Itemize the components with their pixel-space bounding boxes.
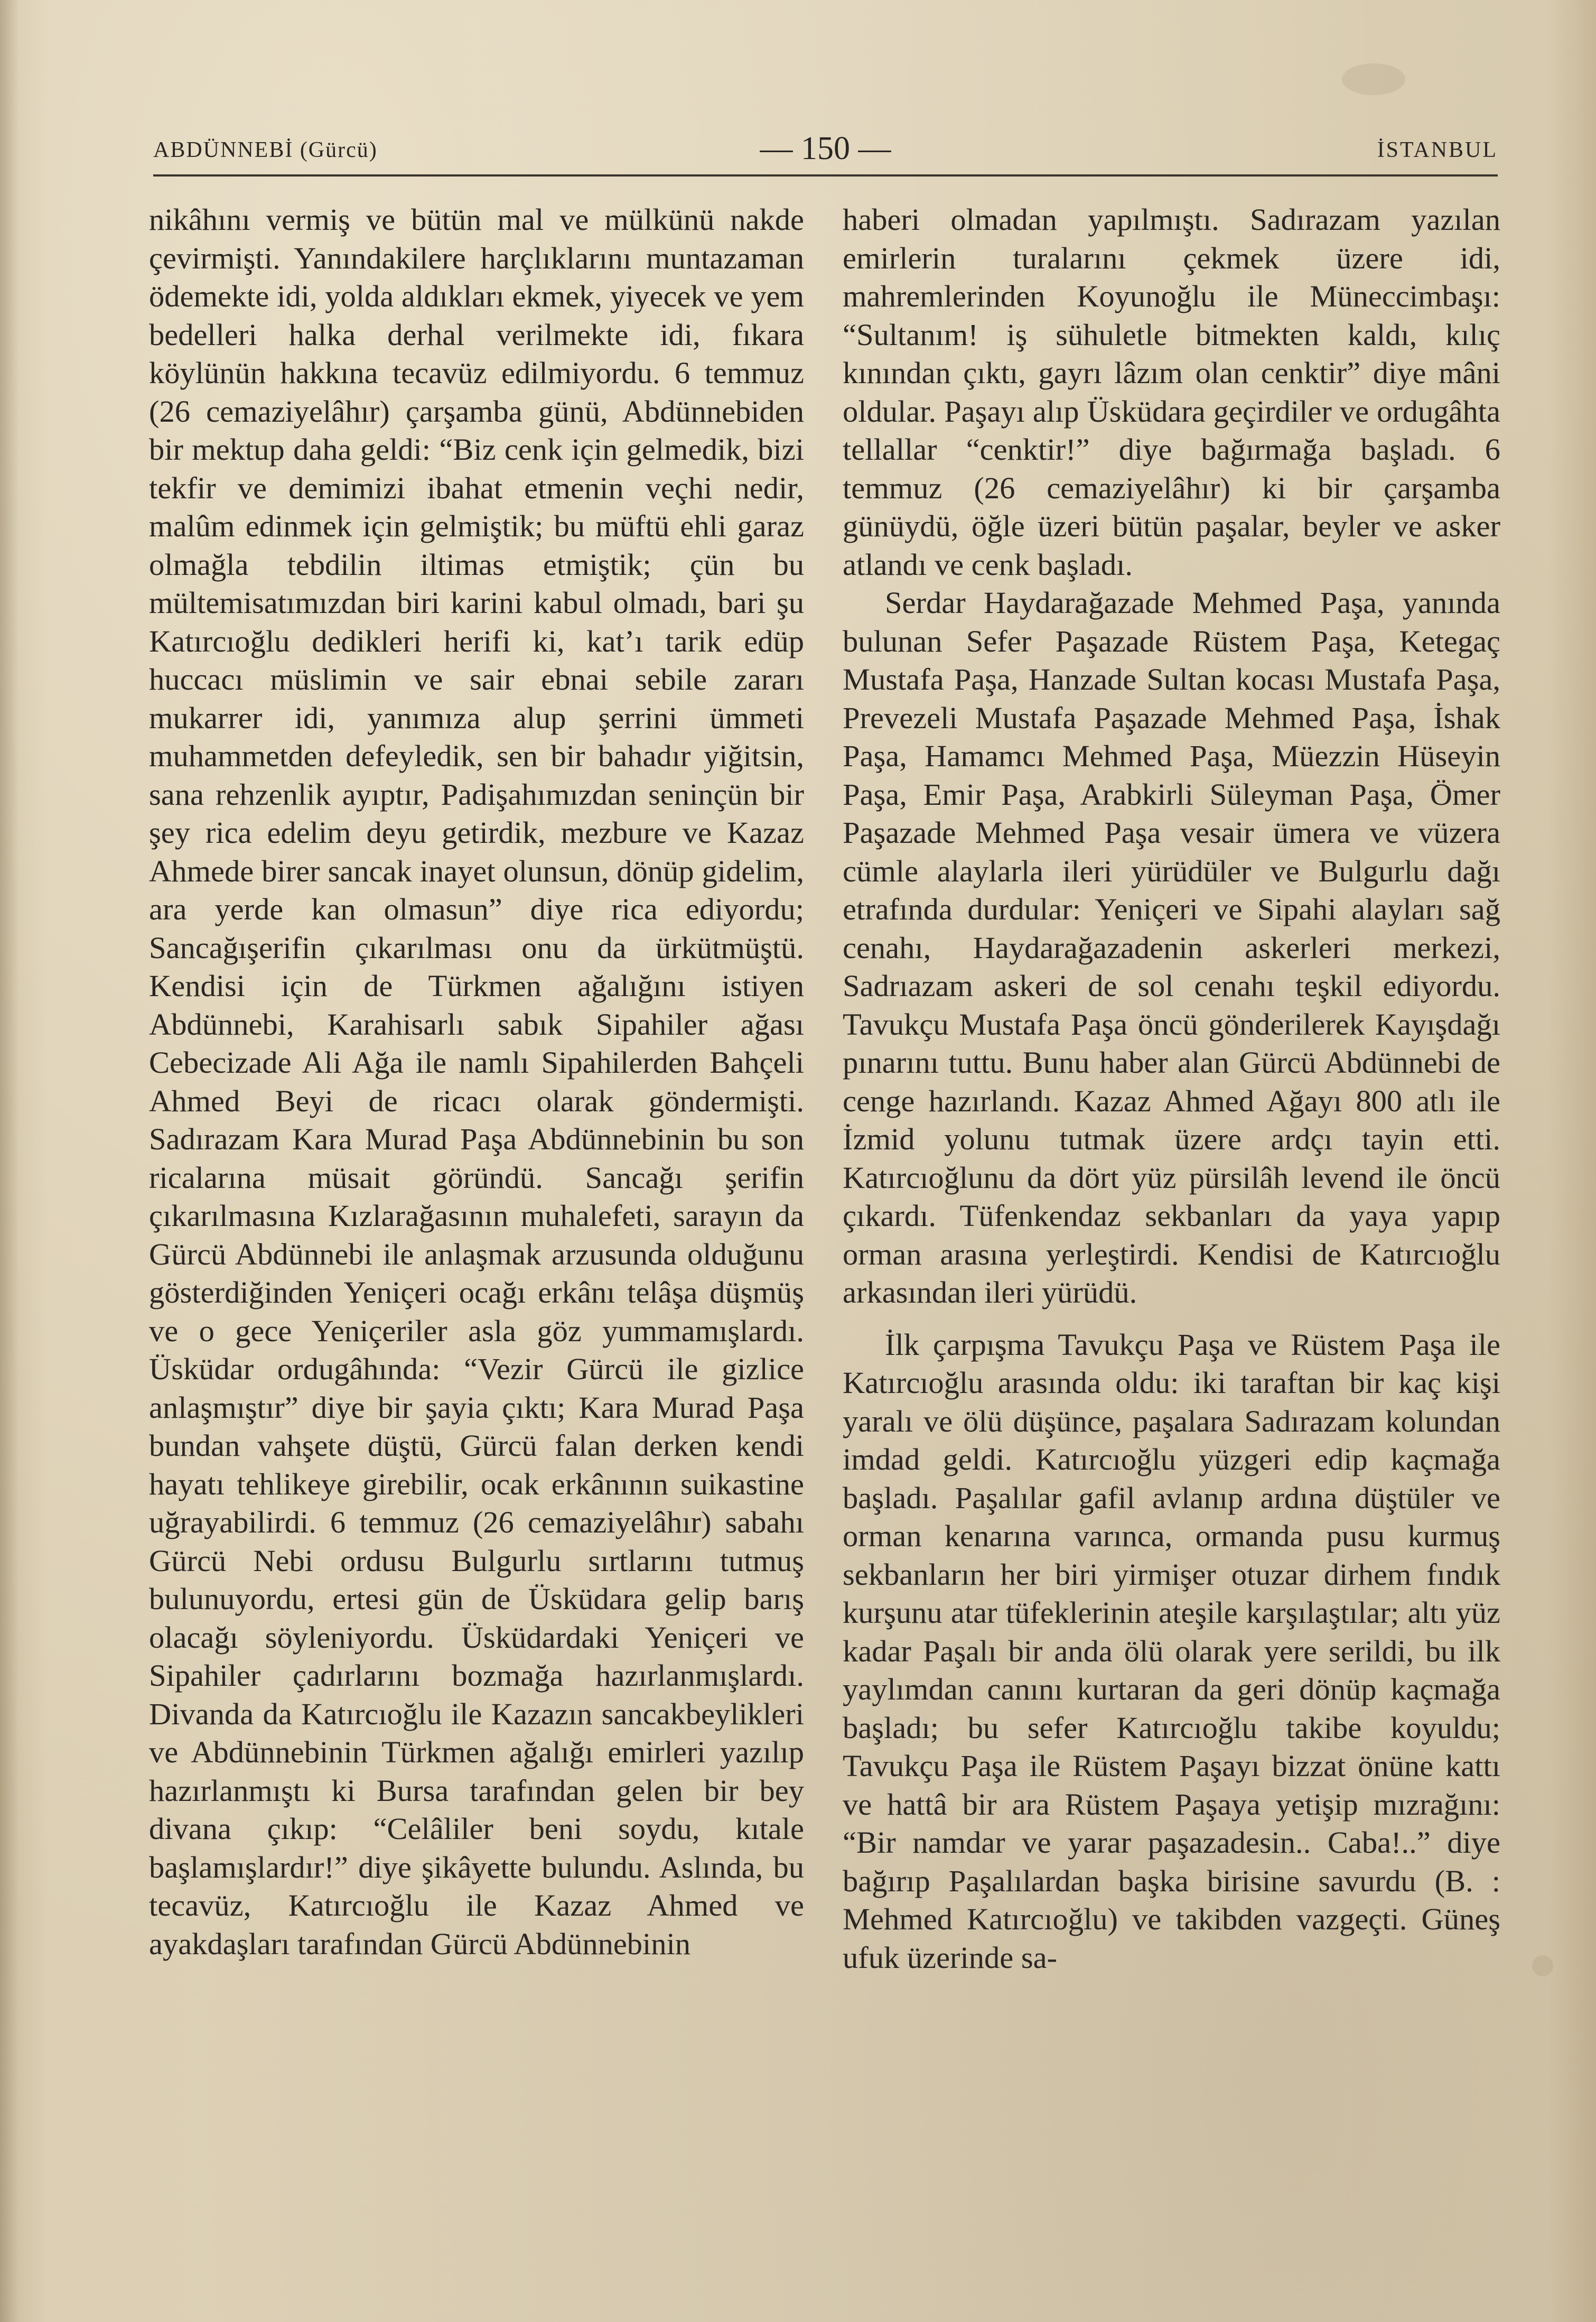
- paragraph: Serdar Haydarağazade Mehmed Paşa, yanında bulunan Sefer Paşazade Rüstem Paşa, Ketegaç Mustafa Paşa, Hanzade Sultan kocası Mustafa Paşa, Prevezeli Mustafa Paşazade Mehmed Paşa, İshak Paşa, Hamamcı Mehmed Paşa, Müezzin Hüseyin Paşa, Emir Paşa, Arabkirli Süleyman Paşa, Ömer Paşazade Mehmed Paşa vesair ümera ve vüzera cümle alaylarla ileri yürüdüler ve Bulgurlu dağı etrafında durdular: Yeniçeri ve Sipahi alayları sağ cenahı, Haydarağazadenin askerleri merkezi, Sadrıazam askeri de sol cenahı teşkil ediyordu. Tavukçu Mustafa Paşa öncü gönderilerek Kayışdağı pınarını tuttu. Bunu haber alan Gürcü Abdünnebi de cenge hazırlandı. Kazaz Ahmed Ağayı 800 atlı ile İzmid yolunu tutmak üzere ardçı tayin etti. Katırcıoğlunu da dört yüz pürsilâh levend ile öncü çıkardı. Tüfenkendaz sekbanları da yaya yapıp orman arasına yerleştirdi. Kendisi de Katırcıoğlu arkasından ileri yürüdü.: [843, 586, 1500, 1309]
- header-author: ABDÜNNEBİ (Gürcü): [153, 138, 378, 162]
- paragraph: İlk çarpışma Tavukçu Paşa ve Rüstem Paşa ile Katırcıoğlu arasında oldu: iki taraftan bir kaç kişi yaralı ve ölü düşünce, paşalara Sadırazam kolundan imdad geldi. Katırcıoğlu yüzgeri edip kaçmağa başladı. Paşalılar gafil avlanıp ardına düştüler ve orman kenarına varınca, ormanda pusu kurmuş sekbanların her biri yirmişer otuzar dirhem fındık kurşunu atar tüfeklerinin ateşile karşılaştılar; altı yüz kadar Paşalı bir anda ölü olarak yere serildi, bu ilk yaylımdan canını kurtaran da geri dönüp kaçmağa başladı; bu sefer Katırcıoğlu takibe koyuldu; Tavukçu Paşa ile Rüstem Paşayı bizzat önüne kattı ve hattâ bir ara Rüstem Paşaya yetişip mızrağını: “Bir namdar ve yarar paşazadesin.. Caba!..” diye bağırıp Paşalılardan başka birisine savurdu (B. : Mehmed Katırcıoğlu) ve takibden vazgeçti. Güneş ufuk üzerinde sa-: [843, 1327, 1500, 1975]
- paper-stain: [1342, 63, 1405, 95]
- header-city: İSTANBUL: [1377, 138, 1498, 162]
- spine-shadow: [0, 0, 19, 2322]
- right-column: [843, 201, 1500, 1977]
- paragraph: haberi olmadan yapılmıştı. Sadırazam yazılan emirlerin turalarını çekmek üzere idi, mahremlerinden Koyunoğlu ile Müneccimbaşı: “Sultanım! iş sühuletle bitmekten kaldı, kılıç kınından çıktı, gayrı lâzım olan cenktir” diye mâni oldular. Paşayı alıp Üsküdara geçirdiler ve ordugâhta tellallar “cenktir!” diye bağırmağa başladı. 6 temmuz (26 cemaziyelâhır) ki bir çarşamba günüydü, öğle üzeri bütün paşalar, beyler ve asker atlandı ve cenk başladı.: [843, 202, 1500, 582]
- left-column: [149, 201, 804, 1963]
- paragraph: nikâhını vermiş ve bütün mal ve mülkünü nakde çevirmişti. Yanındakilere harçlıklarını muntazaman ödemekte idi, yolda aldıkları ekmek, yiyecek ve yem bedelleri halka derhal verilmekte idi, fıkara köylünün hakkına tecavüz edilmiyordu. 6 temmuz (26 cemaziyelâhır) çarşamba günü, Abdünnebiden bir mektup daha geldi: “Biz cenk için gelmedik, bizi tekfir ve demimizi ibahat etmenin veçhi nedir, malûm edinmek için gelmiştik; bu müftü ehli garaz olmağla tebdilin iltimas etmiştik; çün bu mültemisatımızdan biri karini kabul olmadı, bari şu Katırcıoğlu dedikleri herifi ki, kat’ı tarik edüp huccacı müslimin ve sair ebnai sebile zararı mukarrer idi, yanımıza alup şerrini ümmeti muhammetden defeyledik, sen bir bahadır yiğitsin, sana rehzenlik ayıptır, Padişahımızdan seninçün bir şey rica edelim deyu getirdik, mezbure ve Kazaz Ahmede birer sancak inayet olunsun, dönüp gidelim, ara yerde kan olmasun” diye rica ediyordu; Sancağışerifin çıkarılması onu da ürkütmüştü. Kendisi için de Türkmen ağalığını istiyen Abdünnebi, Karahisarlı sabık Sipahiler ağası Cebecizade Ali Ağa ile namlı Sipahilerden Bahçeli Ahmed Beyi de ricacı olarak göndermişti. Sadırazam Kara Murad Paşa Abdünnebinin bu son ricalarına müsait göründü. Sancağı şerifin çıkarılmasına Kızlarağasının muhalefeti, sarayın da Gürcü Abdünnebi ile anlaşmak arzusunda olduğunu gösterdiğinden Yeniçeri ocağı erkânı telâşa düşmüş ve o gece Yeniçeriler asla göz yummamışlardı. Üsküdar ordugâhında: “Vezir Gürcü ile gizlice anlaşmıştır” diye bir şayia çıktı; Kara Murad Paşa bundan vahşete düştü, Gürcü falan derken kendi hayatı tehlikeye girebilir, ocak erkânının suikastine uğrayabilirdi. 6 temmuz (26 cemaziyelâhır) sabahı Gürcü Nebi ordusu Bulgurlu sırtlarını tutmuş bulunuyordu, ertesi gün de Üsküdara gelip barış olacağı söyleniyordu. Üsküdardaki Yeniçeri ve Sipahiler çadırlarını bozmağa hazırlanmışlardı. Divanda da Katırcıoğlu ile Kazazın sancakbeylikleri ve Abdünnebinin Türkmen ağalığı emirleri yazılıp hazırlanmıştı ki Bursa tarafından gelen bir bey divana çıkıp: “Celâliler beni soydu, kıtale başlamışlardır!” diye şikâyette bulundu. Aslında, bu tecavüz, Katırcıoğlu ile Kazaz Ahmed ve ayakdaşları tarafından Gürcü Abdünnebinin: [149, 202, 804, 1961]
- header-rule: [153, 174, 1498, 177]
- paper-stain: [1532, 1955, 1553, 1976]
- page-number: — 150 —: [760, 131, 891, 166]
- running-header: [153, 127, 1498, 169]
